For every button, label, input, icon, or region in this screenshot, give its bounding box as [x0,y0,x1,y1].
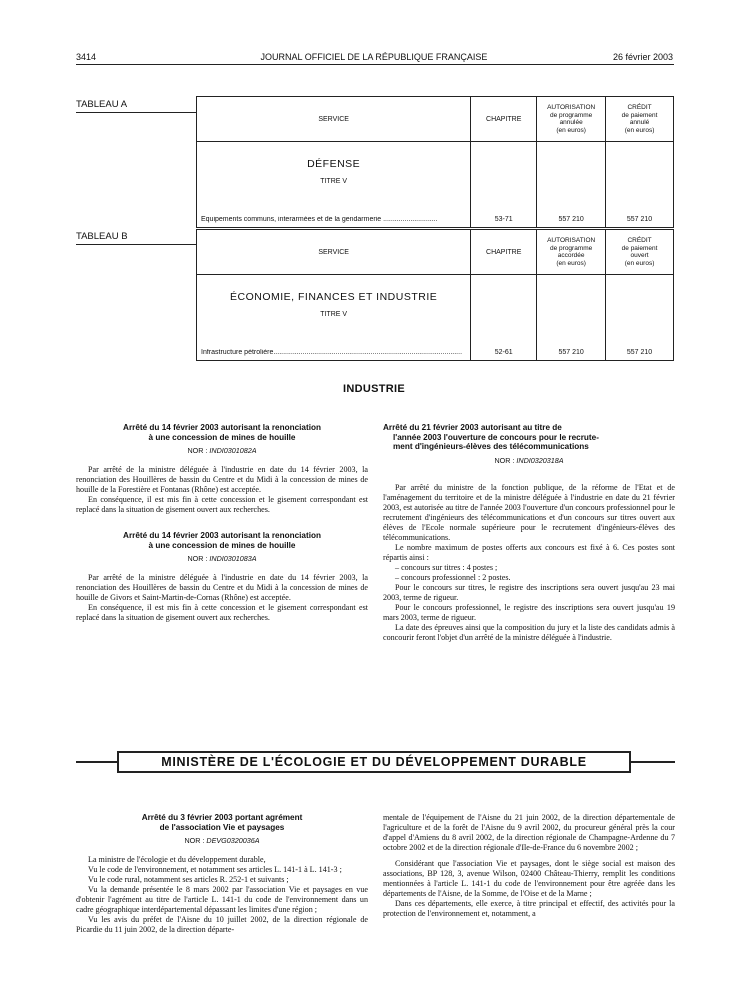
article-paragraph: Par arrêté du ministre de la fonction publique, de la réforme de l'Etat et de l'aménagement du territoire et de la ministre déléguée à l'industrie en date du 21 février 2003, est autorisée au titre de l'année 2003 l'ouverture d'un concours professionnel pour le recrutement d'ingénieurs des télécommunications et d'un concours sur titres ouvert aux élèves de l'Ecole normale supérieure pour le recrutement d'ingénieurs-élèves des télécommunications. [383,482,675,542]
industrie-left-column [76,423,368,623]
col-chapitre-header: CHAPITRE [471,97,537,142]
autorisation-value: 557 210 [537,275,606,361]
tableau-a-underline [76,112,196,113]
article-paragraph: Le nombre maximum de postes offerts aux concours est fixé à 6. Ces postes sont répartis ainsi : [383,542,675,562]
nor-reference: NOR : INDI0301082A [187,446,257,455]
titre-label: TITRE V [320,311,348,318]
article-title: Arrêté du 3 février 2003 portant agrément de l'association Vie et paysages [141,813,303,832]
page-number: 3414 [76,52,97,62]
article-title: Arrêté du 21 février 2003 autorisant au titre de l'année 2003 l'ouverture de concours pour le recrute- ment d'ingénieurs-élèves des télécommunications [383,423,599,451]
article-paragraph: Par arrêté de la ministre déléguée à l'industrie en date du 14 février 2003, la renonciation des Houillères de bassin du Centre et du Midi à la concession de mines de houille de la Forestière et Fontanas (Rhône) est acceptée. [76,465,368,494]
section-title-industrie: INDUSTRIE [343,383,405,395]
chapitre-value: 52-61 [471,275,537,361]
line-label: Equipements communs, interarmées et de la gendarmerie ............................ [201,216,438,223]
nor-reference: NOR : INDI0320318A [494,455,564,465]
article-paragraph: La ministre de l'écologie et du développement durable, [88,855,266,864]
article-paragraph: Vu le code rural, notamment ses articles R. 252-1 et suivants ; [88,875,289,884]
service-cell [197,275,471,361]
section-title-ministere: MINISTÈRE DE L'ÉCOLOGIE ET DU DÉVELOPPEMENT DURABLE [117,751,631,773]
chapitre-value: 53-71 [471,142,537,228]
article-paragraph: La date des épreuves ainsi que la composition du jury et la liste des candidats admis à concourir feront l'objet d'un arrêté de la ministre déléguée à l'industrie. [383,622,675,642]
tableau-b-underline [76,244,196,245]
article-paragraph: En conséquence, il est mis fin à cette concession et le gisement correspondant est replacé dans la situation de gisement ouvert aux recherches. [76,603,368,622]
col-service-header: SERVICE [197,230,471,275]
article-paragraph: Vu les avis du préfet de l'Aisne du 10 juillet 2002, de la direction régionale de Picardie du 11 juin 2002, de la direction départe- [76,915,368,934]
article-paragraph: Pour le concours sur titres, le registre des inscriptions sera ouvert jusqu'au 23 mai 2003, terme de rigueur. [383,582,675,602]
col-service-header: SERVICE [197,97,471,142]
header-rule [76,64,674,65]
section-name: ÉCONOMIE, FINANCES ET INDUSTRIE [230,291,438,303]
nor-reference: NOR : INDI0301083A [187,554,257,563]
service-cell [197,142,471,228]
ministere-left-column [76,813,368,935]
col-autorisation-header: AUTORISATION de programme accordée (en euros) [537,230,606,275]
ministere-rule-left [76,761,117,763]
article-paragraph: Dans ces départements, elle exerce, à titre principal et effectif, des activités pour la protection de l'environnement et, notamment, a [383,899,675,918]
article-paragraph: Vu le code de l'environnement, et notamment ses articles L. 141-1 à L. 141-3 ; [88,865,342,874]
list-item: – concours sur titres : 4 postes ; [395,562,498,572]
ministere-rule-right [631,761,675,763]
col-chapitre-header: CHAPITRE [471,230,537,275]
article-title: Arrêté du 14 février 2003 autorisant la renonciation à une concession de mines de houille [123,531,321,550]
list-item: – concours professionnel : 2 postes. [395,572,511,582]
titre-label: TITRE V [320,178,348,185]
industrie-right-column [383,423,675,643]
article-title: Arrêté du 14 février 2003 autorisant la renonciation à une concession de mines de houille [123,423,321,442]
ministere-right-column [383,813,675,919]
article-paragraph: Par arrêté de la ministre déléguée à l'industrie en date du 14 février 2003, la renonciation des Houillères de bassin du Centre et du Midi à la concession de mines de houille de Givors et Saint-Martin-de-Cornas (Rhône) est acceptée. [76,573,368,602]
credit-value: 557 210 [606,275,674,361]
journal-title: JOURNAL OFFICIEL DE LA RÉPUBLIQUE FRANÇAISE [260,52,488,62]
section-name: DÉFENSE [307,158,361,170]
tableau-b-table [196,229,674,361]
nor-reference: NOR : DEVG0320036A [184,836,260,845]
autorisation-value: 557 210 [537,142,606,228]
credit-value: 557 210 [606,142,674,228]
tableau-a-table [196,96,674,228]
article-paragraph: Pour le concours professionnel, le registre des inscriptions sera ouvert jusqu'au 19 mars 2003, terme de rigueur. [383,602,675,622]
tableau-a-label: TABLEAU A [76,99,128,110]
article-paragraph: mentale de l'équipement de l'Aisne du 21 juin 2002, de la direction départementale de l'agriculture et de la forêt de l'Aisne du 9 avril 2002, du procureur général près la cour d'appel d'Amiens du 8 avril 2002, de la direction régionale de Champagne-Ardenne du 7 octobre 2002 et de la direction régionale d'Ile-de-France du 6 novembre 2002 ; [383,813,675,852]
issue-date: 26 février 2003 [612,52,673,62]
tableau-b-label: TABLEAU B [76,231,128,242]
col-autorisation-header: AUTORISATION de programme annulée (en euros) [537,97,606,142]
col-credit-header: CRÉDIT de paiement annulé (en euros) [606,97,674,142]
article-paragraph: Considérant que l'association Vie et paysages, dont le siège social est maison des associations, BP 128, 3, avenue Wilson, 02400 Château-Thierry, remplit les conditions mentionnées à l'article L. 141-1 du code de l'environnement pour être agréée dans les départements de l'Aisne, de la Somme, de l'Oise et de la Marne ; [383,859,675,898]
col-credit-header: CRÉDIT de paiement ouvert (en euros) [606,230,674,275]
article-paragraph: Vu la demande présentée le 8 mars 2002 par l'association Vie et paysages en vue d'obtenir l'agrément au titre de l'article L. 141-1 du code de l'environnement dans un cadre géographique interdépartemental dépassant les limites d'une région ; [76,885,368,914]
article-paragraph: En conséquence, il est mis fin à cette concession et le gisement correspondant est replacé dans la situation de gisement ouvert aux recherches. [76,495,368,514]
line-label: Infrastructure pétrolière................................................................................................. [201,349,463,356]
